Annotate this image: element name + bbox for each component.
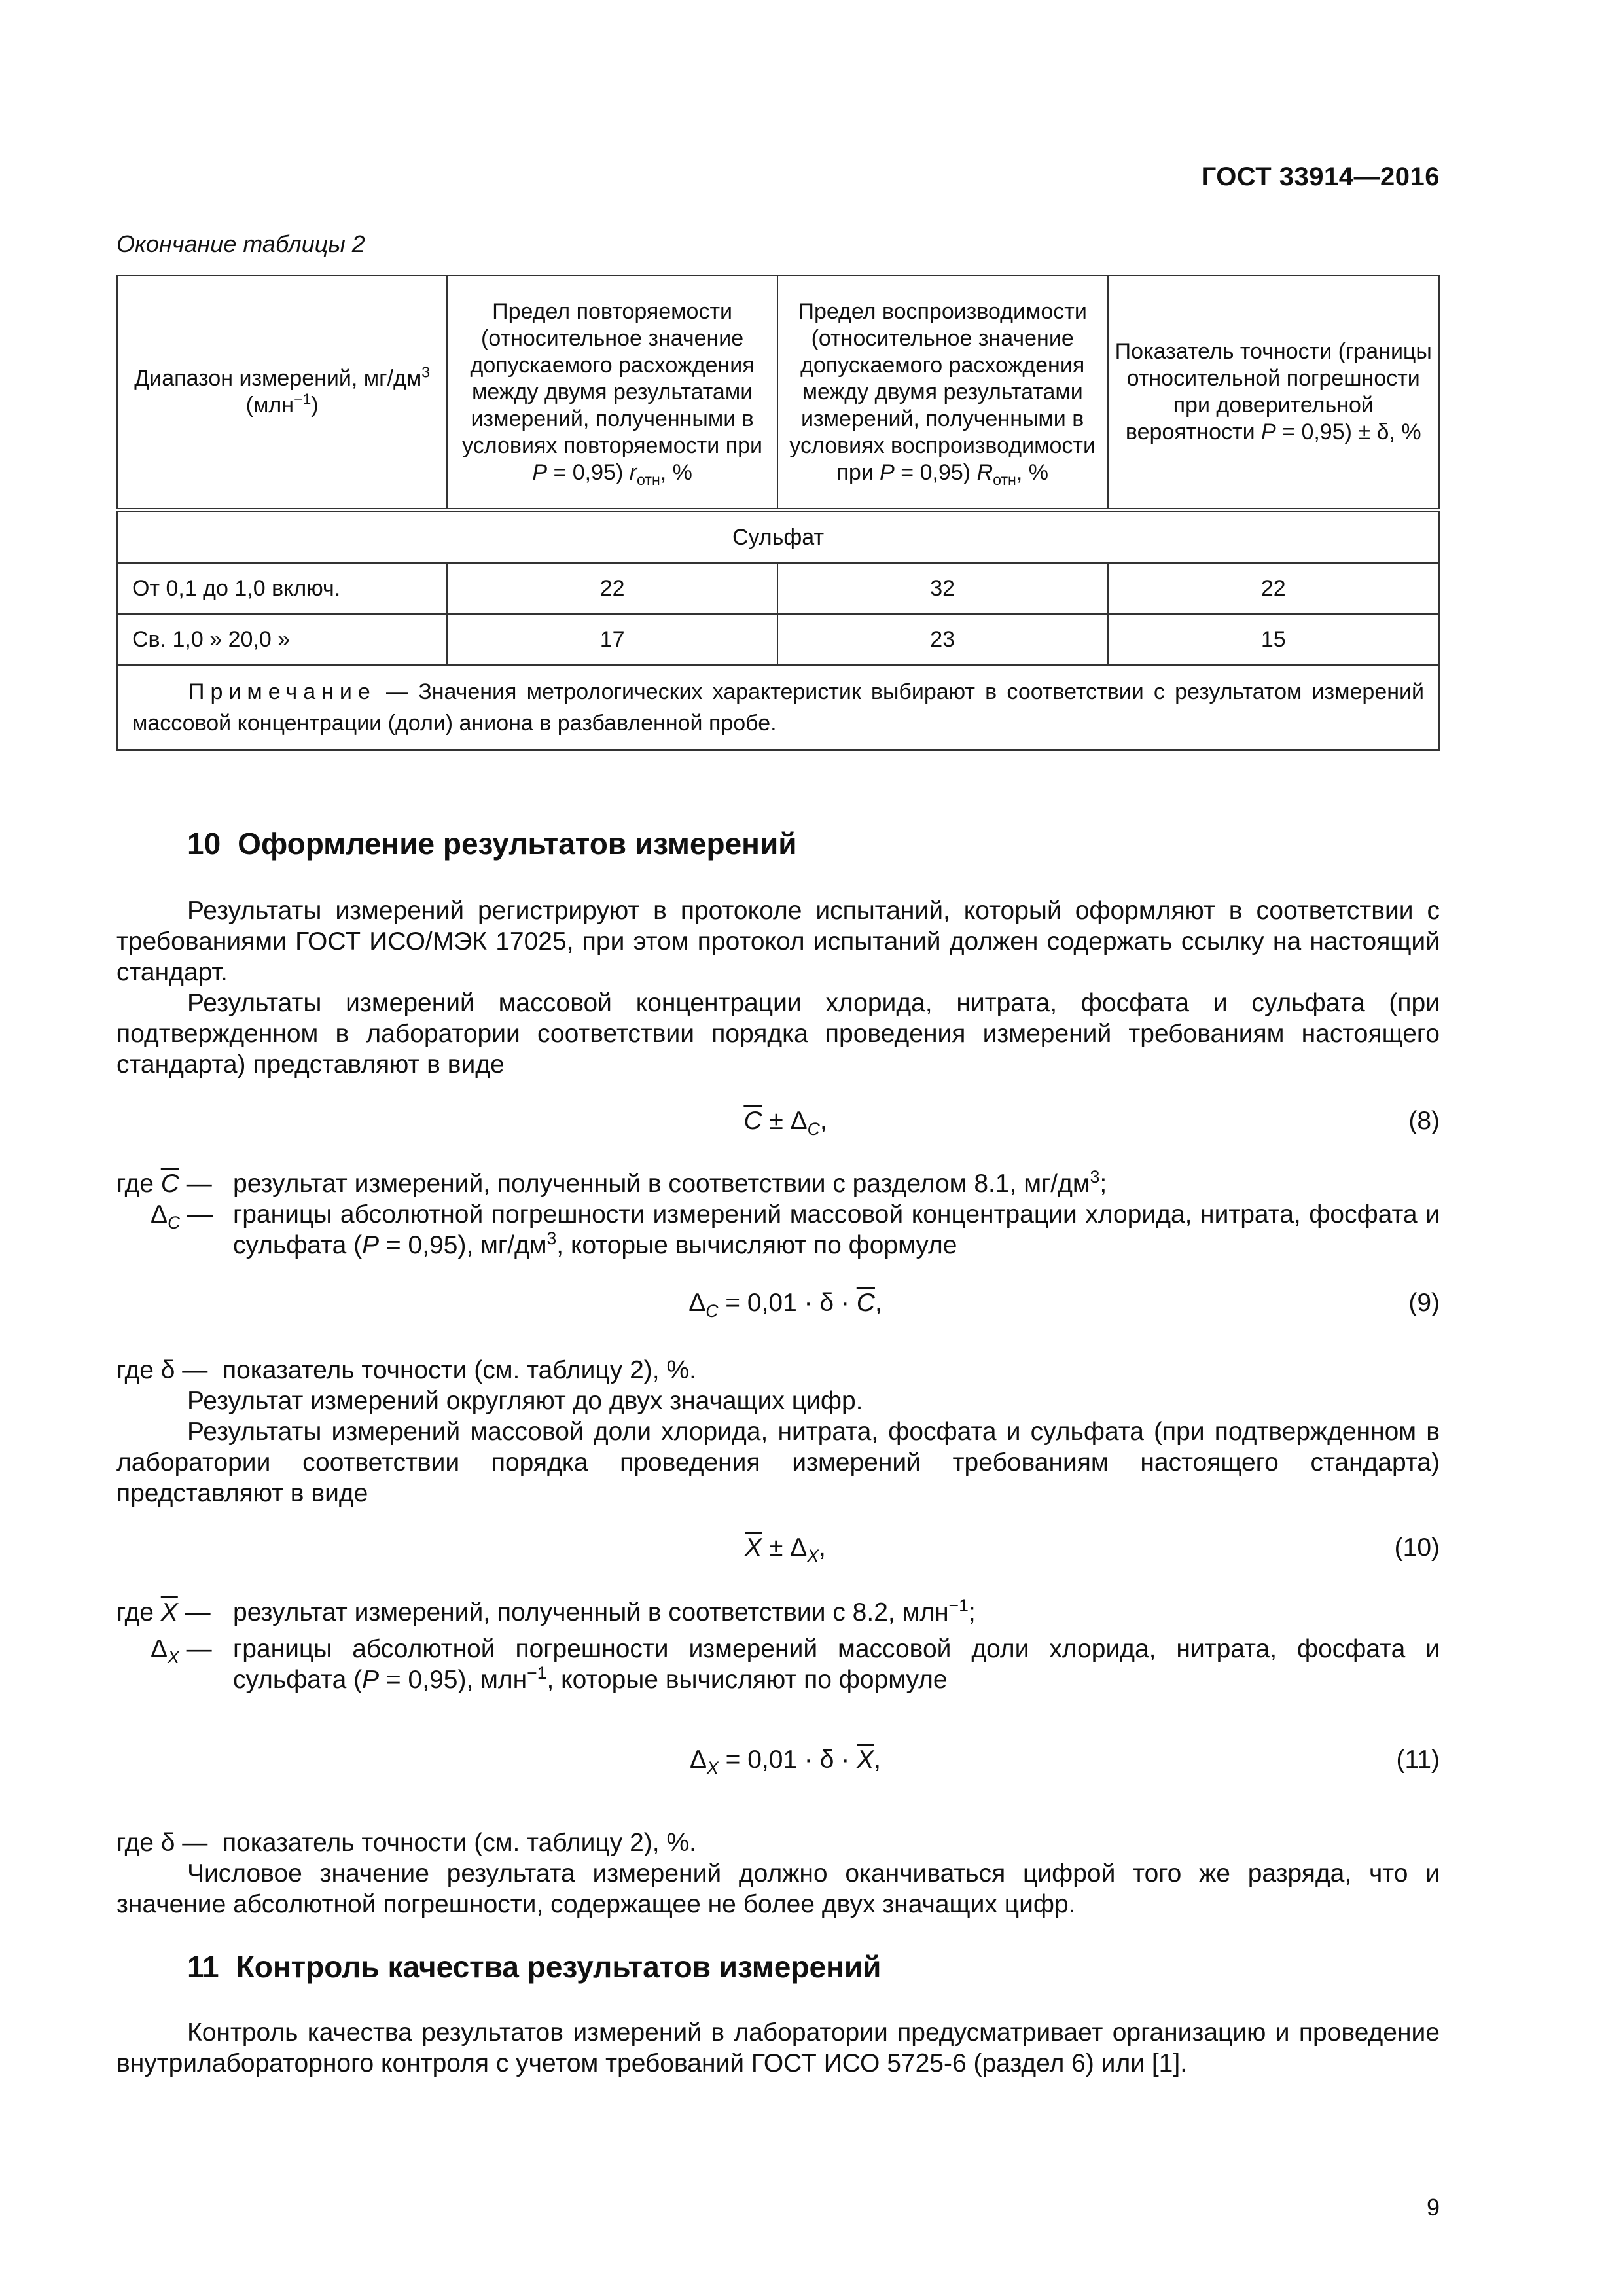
legend-delta-accuracy-2: где δ — показатель точности (см. таблицу 2), %.	[116, 1829, 696, 1857]
cell-range: От 0,1 до 1,0 включ.	[117, 563, 447, 614]
formula-number: (11)	[1396, 1746, 1440, 1774]
legend-delta-c: $\Delta_C$ — границы абсолютной погрешности измерений массовой концентрации хлорида, нитрата, фосфата и сульфата (P = 0,95), $мг/дм^3$, которые вычисляют по формуле	[151, 1200, 1440, 1259]
table-row	[117, 614, 1439, 665]
cell-reproducibility: 32	[777, 563, 1108, 614]
formula-number: (9)	[1408, 1289, 1440, 1317]
header-reproducibility: Предел воспроизводимости (относительное значение допускаемого расхождения между двумя результатами измерений, полученными в условиях воспроизводимости при P = 0,95) $R_{отн}$, %	[777, 276, 1108, 511]
cell-reproducibility: 23	[777, 614, 1108, 665]
note-text: Значения метрологических характеристик выбирают в соответствии с результатом измерений массовой концентрации (доли) аниона в разбавленной пробе.	[132, 679, 1424, 736]
cell-accuracy: 22	[1108, 563, 1440, 614]
legend-delta-accuracy: где δ — показатель точности (см. таблицу 2), %.	[116, 1356, 696, 1384]
page-number: 9	[1426, 2194, 1440, 2221]
formula-9: $\Delta_C = 0,01 \cdot \delta \cdot \overline{C}$, (9)	[524, 1287, 1440, 1319]
section-11-heading: 11 Контроль качества результатов измерений	[187, 1950, 882, 1984]
group-title-sulfate: Сульфат	[117, 511, 1439, 564]
table-caption: Окончание таблицы 2	[116, 230, 365, 257]
s10-paragraph-3: Результат измерений округляют до двух значащих цифр.	[187, 1387, 863, 1415]
cell-range: Св. 1,0 » 20,0 »	[117, 614, 447, 665]
formula-8: $\overline{C} \pm \Delta_C$, (8)	[524, 1105, 1440, 1138]
legend-c-mean: где $\overline{C}$ — результат измерений, полученный в соответствии с разделом 8.1, $мг/дм^3$;	[116, 1167, 1107, 1198]
table-row	[117, 563, 1439, 614]
formula-10: $\overline{X} \pm \Delta_X$, (10)	[524, 1532, 1440, 1564]
legend-x-mean: где $\overline{X}$ — результат измерений, полученный в соответствии с 8.2, млн$^{-1}$;	[116, 1596, 976, 1626]
document-designation: ГОСТ 33914—2016	[1201, 162, 1440, 191]
s10-paragraph-4: Результаты измерений массовой доли хлорида, нитрата, фосфата и сульфата (при подтвержденном в лаборатории соответствии порядка проведения измерений требованиям настоящего стандарта) представляют в виде	[116, 1418, 1440, 1507]
s10-paragraph-5: Числовое значение результата измерений должно оканчиваться цифрой того же разряда, что и значение абсолютной погрешности, содержащее не более двух значащих цифр.	[116, 1859, 1440, 1918]
formula-11: $\Delta_X = 0,01 \cdot \delta \cdot \overline{X}$, (11)	[524, 1744, 1440, 1776]
table-group-row	[117, 511, 1439, 564]
s10-paragraph-2: Результаты измерений массовой концентрации хлорида, нитрата, фосфата и сульфата (при подтвержденном в лаборатории соответствии порядка проведения измерений требованиям настоящего стандарта) представляют в виде	[116, 989, 1440, 1079]
legend-delta-x: $\Delta_X$ — границы абсолютной погрешности измерений массовой доли хлорида, нитрата, фосфата и сульфата (P = 0,95), млн$^{-1}$, которые вычисляют по формуле	[151, 1635, 1440, 1694]
header-repeatability: Предел повторяемости (относительное значение допускаемого расхождения между двумя результатами измерений, полученными в условиях повторяемости при P = 0,95) $r_{отн}$, %	[447, 276, 777, 511]
table-note-row	[117, 665, 1439, 750]
note-label: Примечание	[188, 679, 376, 704]
metrology-table	[116, 275, 1440, 751]
s10-paragraph-1: Результаты измерений регистрируют в протоколе испытаний, который оформляют в соответствии с требованиями ГОСТ ИСО/МЭК 17025, при этом протокол испытаний должен содержать ссылку на настоящий стандарт.	[116, 897, 1440, 986]
table-note: Примечание — Значения метрологических характеристик выбирают в соответствии с результатом измерений массовой концентрации (доли) аниона в разбавленной пробе.	[117, 665, 1439, 750]
cell-repeatability: 22	[447, 563, 777, 614]
formula-number: (10)	[1394, 1534, 1440, 1562]
table-header-row	[117, 276, 1439, 511]
cell-repeatability: 17	[447, 614, 777, 665]
header-accuracy: Показатель точности (границы относительной погрешности при доверительной вероятности P = 0,95) ± δ, %	[1108, 276, 1440, 511]
s11-paragraph-1: Контроль качества результатов измерений в лаборатории предусматривает организацию и проведение внутрилабораторного контроля с учетом требований ГОСТ ИСО 5725-6 (раздел 6) или [1].	[116, 2018, 1440, 2077]
header-range: Диапазон измерений, $мг/дм^3$ (млн$^{-1}$)	[117, 276, 447, 511]
formula-number: (8)	[1408, 1107, 1440, 1135]
section-10-heading: 10 Оформление результатов измерений	[187, 827, 797, 861]
cell-accuracy: 15	[1108, 614, 1440, 665]
